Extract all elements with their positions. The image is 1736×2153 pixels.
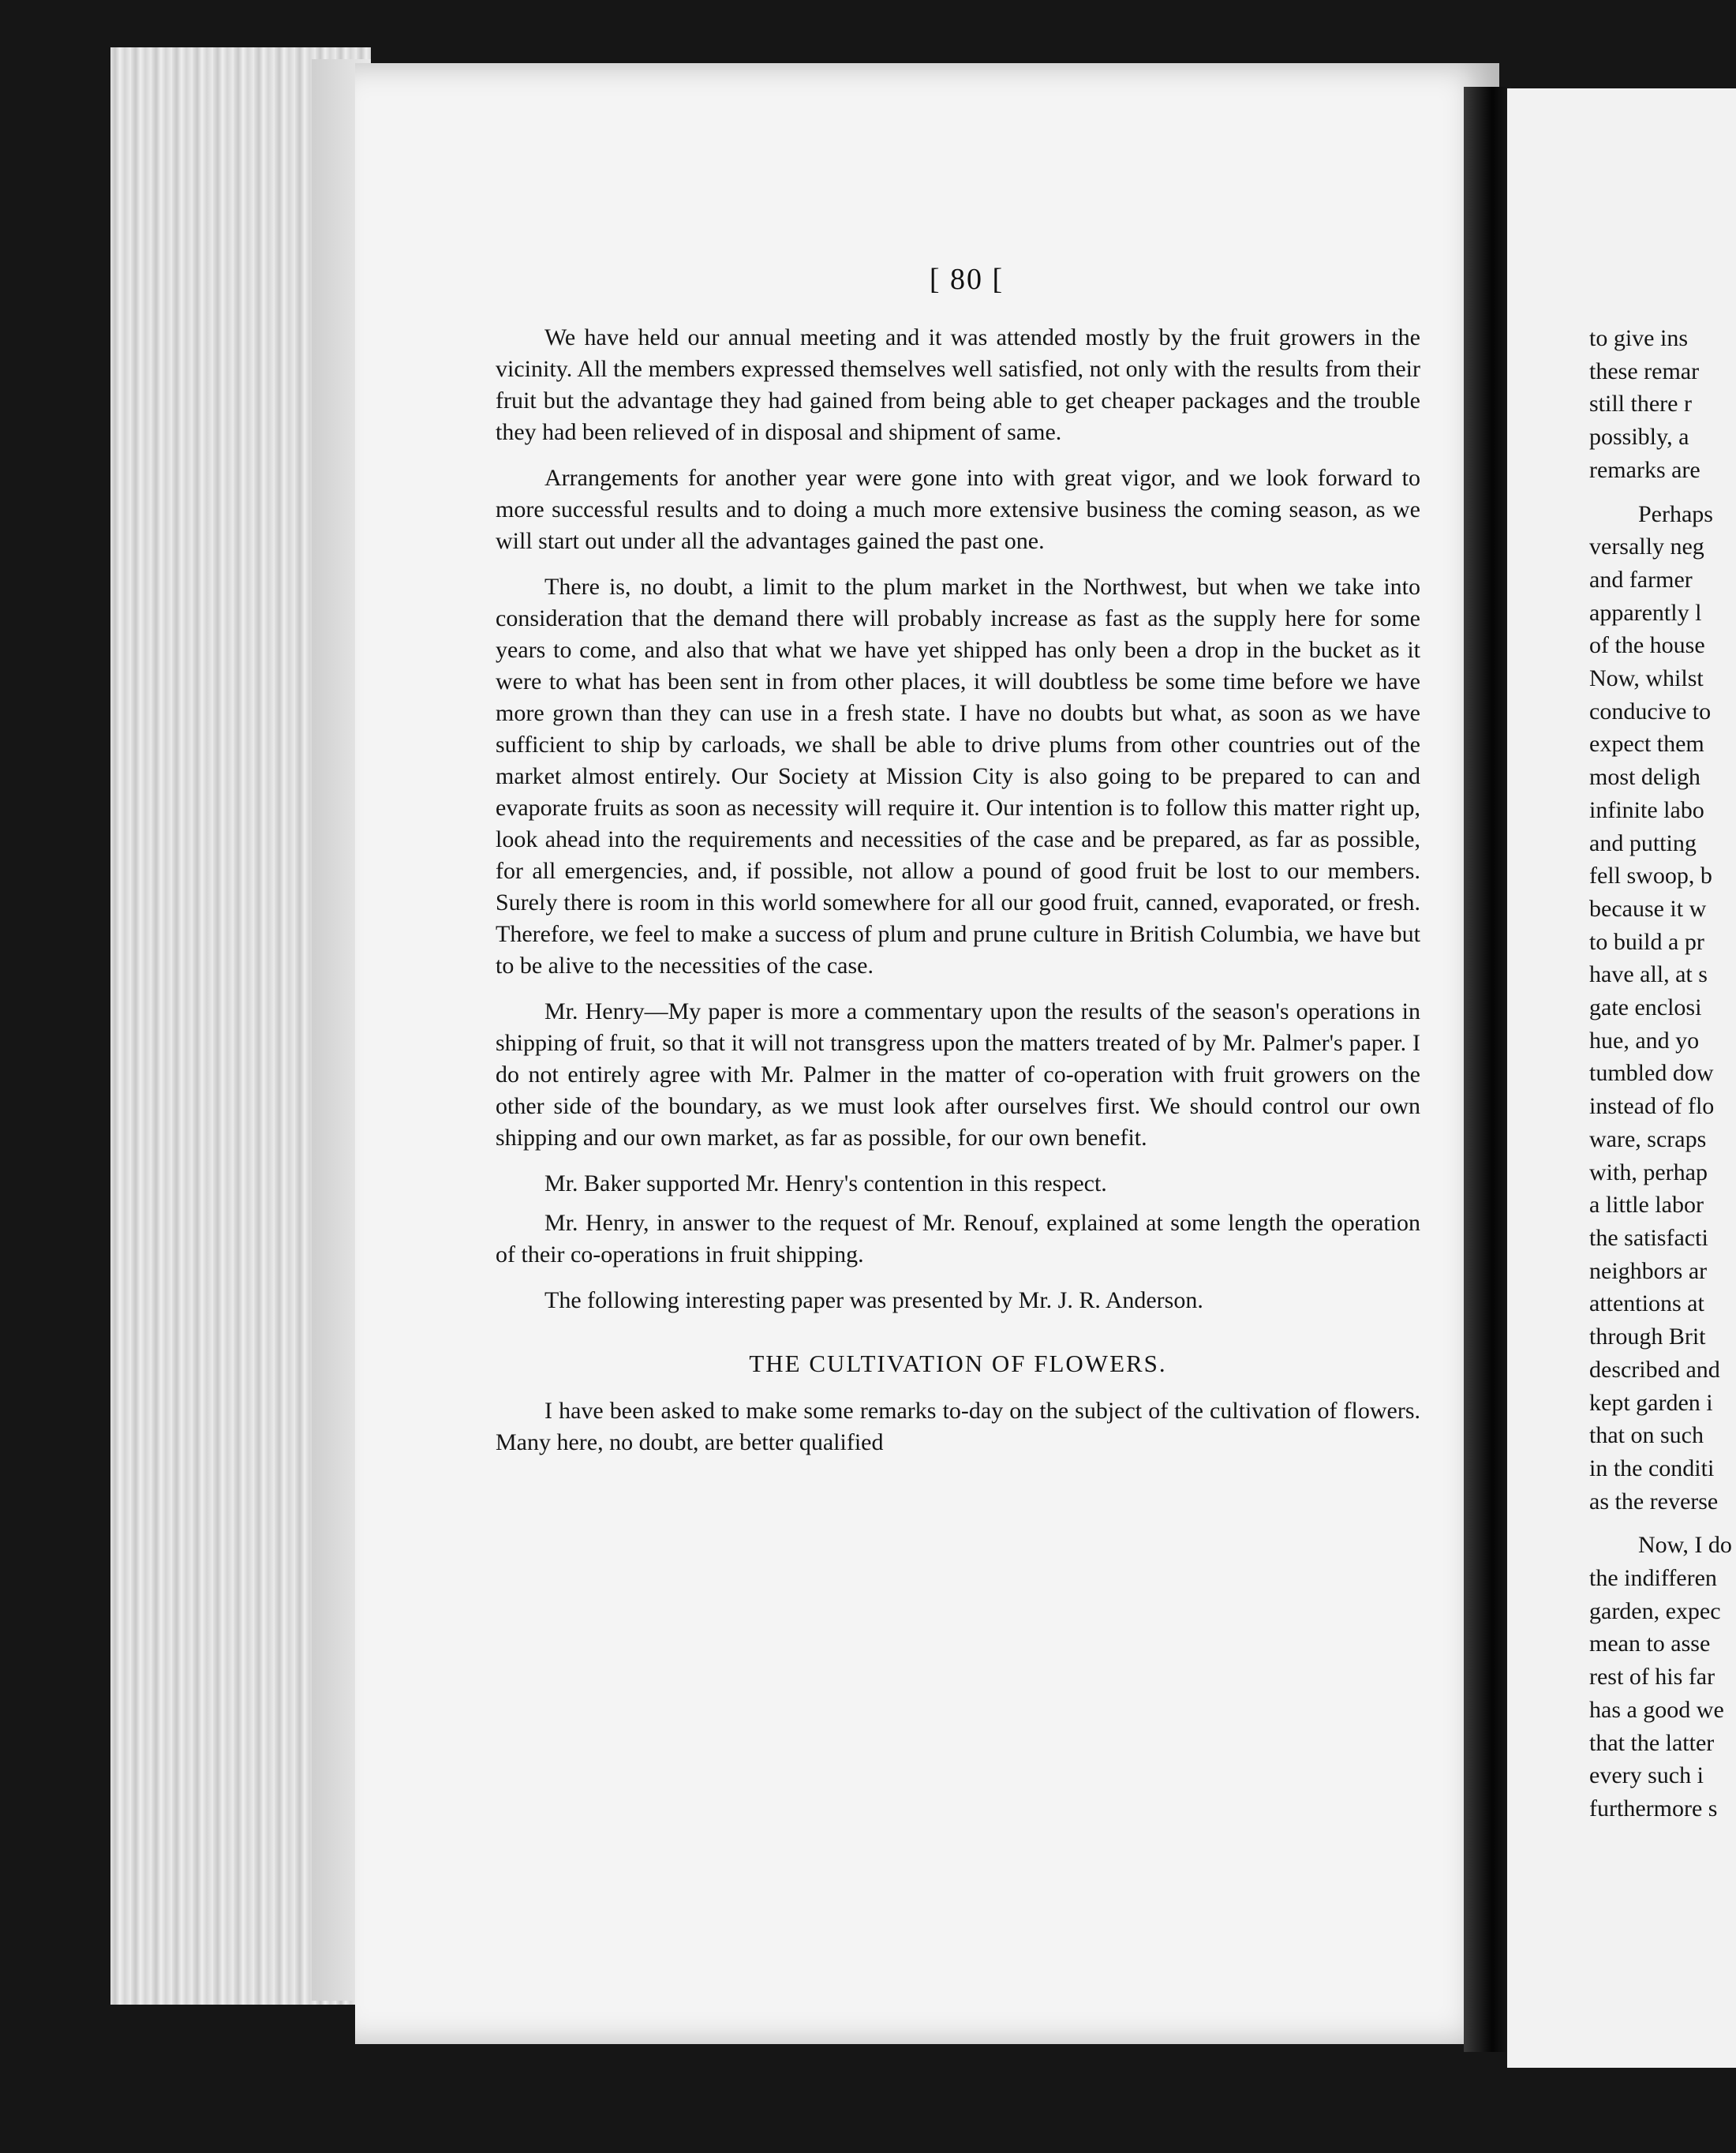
right-page-line: that on such (1589, 1422, 1704, 1449)
right-page-line: attentions at (1589, 1290, 1704, 1317)
right-page-line: remarks are (1589, 456, 1700, 483)
paragraph-plum-market: There is, no doubt, a limit to the plum market in the Northwest, but when we take into consideration that the demand there will probably increase as fast as the supply here for some years to come, and also that what we have yet shipped has only been a drop in the bucket as it were to what has been sent in from other places, it will doubtless be some time before we have more grown than they can use in a fresh state. I have no doubts but what, as soon as we have sufficient to ship by carloads, we shall be able to drive plums from other countries out of the market almost entirely. Our Society at Mission City is also going to be prepared to can and evaporate fruits as soon as necessity will require it. Our intention is to follow this matter right up, look ahead into the requirements and necessities of the case and be prepared, as far as possible, for all emergencies, and, if possible, not allow a pound of good fruit be lost to our members. Surely there is room in this world somewhere for all our good fruit, canned, evaporated, or fresh. Therefore, we feel to make a success of plum and prune culture in British Columbia, we have but to be alive to the necessities of the case. (496, 574, 1420, 979)
paragraph-paper-presented: The following interesting paper was presented by Mr. J. R. Anderson. (544, 1287, 1203, 1313)
paragraph-cultivation-intro: I have been asked to make some remarks to-day on the subject of the cultivation of flowers. Many here, no doubt, are better qualified (496, 1398, 1420, 1455)
right-page-line: these remar (1589, 358, 1700, 384)
right-page-line: and putting (1589, 829, 1697, 856)
right-page-line: expect them (1589, 731, 1704, 758)
section-heading: THE CULTIVATION OF FLOWERS. (749, 1350, 1167, 1377)
right-page-line: neighbors ar (1589, 1257, 1708, 1284)
right-page-line: infinite labo (1589, 796, 1704, 823)
right-page-line: because it w (1589, 895, 1707, 922)
right-page-line: in the conditi (1589, 1455, 1715, 1481)
right-page-line: mean to asse (1589, 1631, 1711, 1657)
right-page-line: gate enclosi (1589, 994, 1702, 1021)
right-page-line: with, perhap (1589, 1159, 1708, 1185)
right-page-line: the satisfacti (1589, 1224, 1708, 1251)
right-page-line: described and (1589, 1356, 1720, 1383)
right-page-line: most deligh (1589, 764, 1700, 791)
right-page-line: Now, I do (1638, 1532, 1732, 1559)
right-page-line: rest of his far (1589, 1664, 1715, 1691)
right-page-line: garden, expec (1589, 1597, 1721, 1624)
right-page-line: has a good we (1589, 1696, 1724, 1723)
right-page-line: have all, at s (1589, 961, 1708, 988)
right-page-line: and farmer (1589, 566, 1693, 593)
right-page-line: a little labor (1589, 1192, 1704, 1219)
right-page-line: to build a pr (1589, 928, 1704, 955)
right-page-line: to give ins (1589, 325, 1688, 351)
paragraph-mr-henry: Mr. Henry—My paper is more a commentary upon the results of the season's operations in shipping of fruit, so that it will not transgress upon the matters treated of by Mr. Palmer's paper. I do not entirely agree with Mr. Palmer in the matter of co-operation with fruit growers on the other side of the boundary, as we must look after ourselves first. We should control our own shipping and our own market, as far as possible, for our own benefit. (496, 998, 1420, 1151)
paragraph-annual-meeting: We have held our annual meeting and it was attended mostly by the fruit growers in the vicinity. All the members expressed themselves well satisfied, not only with the results from their fruit but the advantage they had gained from being able to get cheaper packages and the trouble they had been relieved of in disposal and shipment of same. (496, 324, 1420, 445)
right-page-line: tumbled dow (1589, 1060, 1714, 1087)
right-page-line: the indifferen (1589, 1565, 1717, 1592)
right-page-line: Now, whilst (1589, 665, 1704, 692)
right-page-line: as the reverse (1589, 1488, 1719, 1515)
right-page-line: possibly, a (1589, 424, 1689, 451)
right-page-line: ware, scraps (1589, 1125, 1707, 1152)
right-page-line: furthermore s (1589, 1795, 1718, 1822)
right-page-line: fell swoop, b (1589, 863, 1712, 889)
right-page-line: through Brit (1589, 1324, 1706, 1350)
paragraph-mr-henry-answer: Mr. Henry, in answer to the request of Mr. Renouf, explained at some length the operation of their co-operations in fruit shipping. (496, 1210, 1420, 1267)
right-page-text (1589, 322, 1736, 1825)
right-page-line: every such i (1589, 1762, 1704, 1789)
right-page-line: conducive to (1589, 698, 1712, 725)
left-page-text (496, 322, 1420, 1473)
right-page-line: versally neg (1589, 534, 1704, 560)
right-page-line: kept garden i (1589, 1389, 1713, 1416)
right-page-line: still there r (1589, 391, 1692, 417)
right-page-line: instead of flo (1589, 1093, 1715, 1120)
right-page-line: hue, and yo (1589, 1027, 1700, 1054)
paragraph-mr-baker: Mr. Baker supported Mr. Henry's contention in this respect. (544, 1170, 1107, 1196)
right-page-line: Perhaps (1638, 500, 1713, 527)
page-number: [ 80 [ (929, 263, 1005, 296)
right-page-line: of the house (1589, 632, 1705, 659)
paragraph-arrangements: Arrangements for another year were gone into with great vigor, and we look forward to more successful results and to doing a much more extensive business the coming season, as we will start out under all the advantages gained the past one. (496, 465, 1420, 554)
right-page-line: apparently l (1589, 599, 1702, 626)
right-page-line: that the latter (1589, 1729, 1715, 1756)
book-gutter (1464, 87, 1511, 2052)
